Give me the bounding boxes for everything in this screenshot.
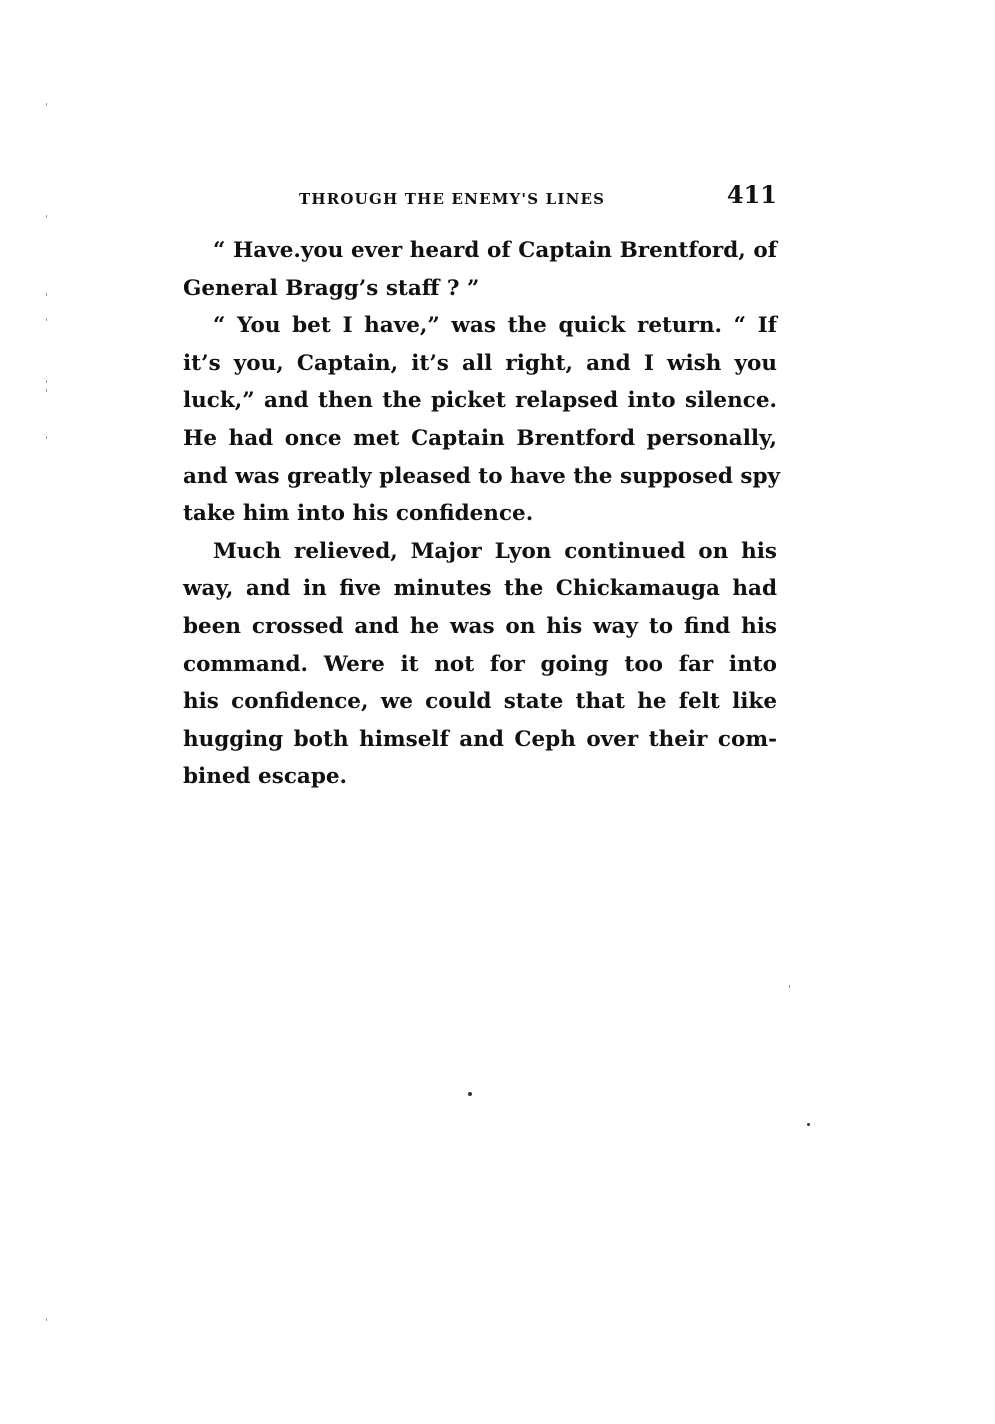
- margin-mark: [46, 436, 47, 439]
- text-line: way, and in five minutes the Chickamauga had: [183, 576, 777, 602]
- margin-mark: [46, 389, 47, 392]
- margin-mark: [46, 215, 47, 218]
- text-line: his confidence, we could state that he felt like: [183, 689, 777, 715]
- scan-speck: [468, 1092, 472, 1096]
- page-number: 411: [726, 180, 777, 209]
- text-line: bined escape.: [183, 764, 348, 790]
- scan-speck: [807, 1123, 810, 1126]
- text-line: Much relieved, Major Lyon continued on his: [213, 538, 777, 564]
- margin-mark: [46, 103, 47, 106]
- text-line: luck,” and then the picket relapsed into silence.: [183, 388, 777, 414]
- body-text: [183, 232, 781, 796]
- margin-mark: [789, 985, 790, 988]
- text-line: command. Were it not for going too far into: [183, 651, 777, 677]
- text-line: it’s you, Captain, it’s all right, and I wish you: [183, 350, 777, 376]
- margin-mark: [46, 380, 47, 383]
- text-line: “ Have.you ever heard of Captain Brentford, of: [213, 238, 777, 263]
- margin-mark: [46, 318, 47, 321]
- running-head: [183, 180, 777, 216]
- text-line: hugging both himself and Ceph over their com-: [183, 726, 777, 752]
- margin-mark: [46, 293, 47, 296]
- text-line: and was greatly pleased to have the supposed spy: [183, 463, 781, 489]
- running-title: THROUGH THE ENEMY'S LINES: [299, 190, 606, 208]
- text-line: take him into his confidence.: [183, 501, 534, 527]
- text-line: “ You bet I have,” was the quick return. “ If: [213, 313, 777, 339]
- text-line: General Bragg’s staff ? ”: [183, 275, 480, 301]
- text-line: He had once met Captain Brentford personally,: [183, 425, 777, 451]
- margin-mark: [46, 1318, 47, 1321]
- text-line: been crossed and he was on his way to find his: [183, 613, 777, 639]
